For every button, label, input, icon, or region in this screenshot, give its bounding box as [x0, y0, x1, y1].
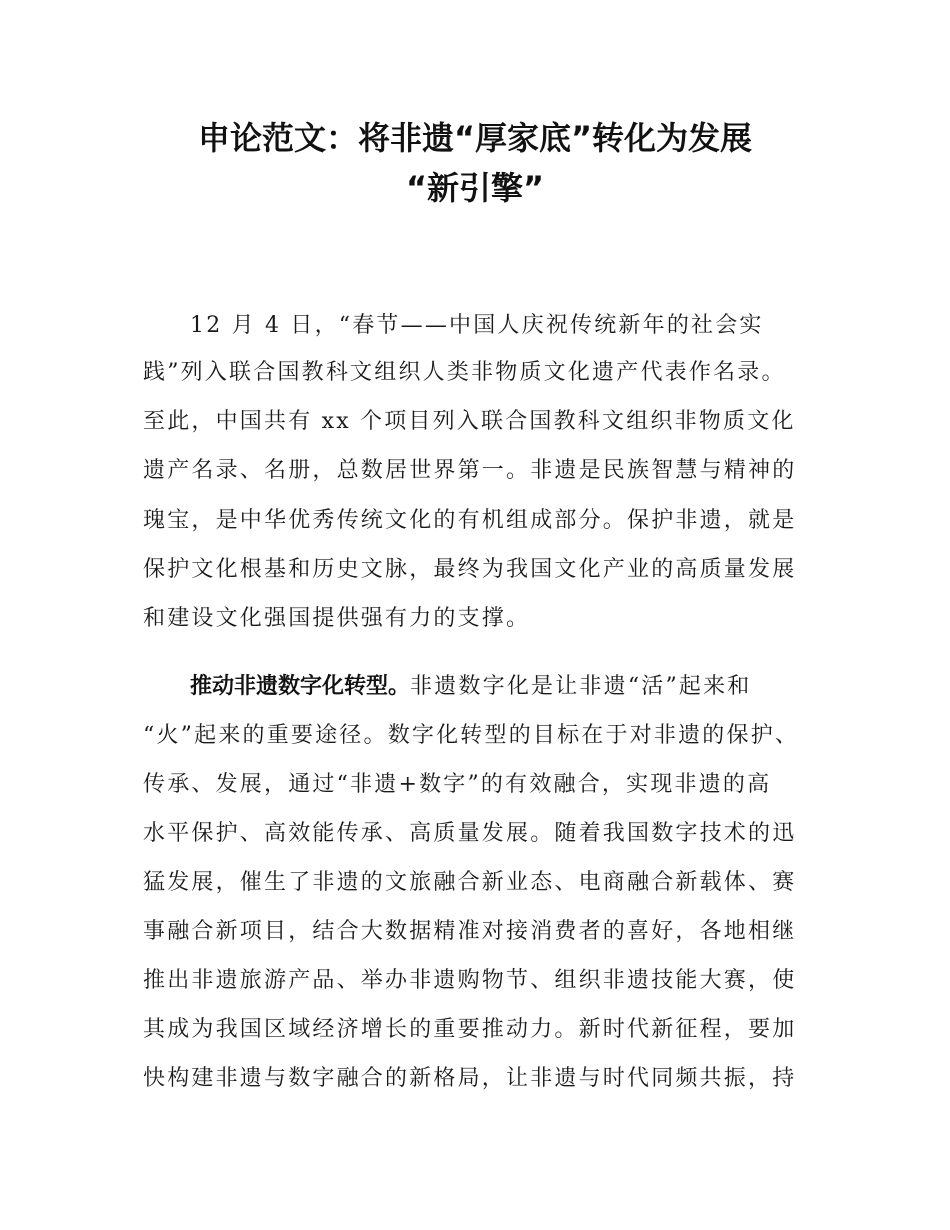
paragraph-1-line: 和建设文化强国提供强有力的支撑。 [143, 606, 531, 631]
paragraph-2-line: 传承、发展，通过“非遗+数字”的有效融合，实现非遗的高 [143, 772, 772, 797]
document-title-line-2: “新引擎” [405, 169, 545, 207]
paragraph-2-line: 推出非遗旅游产品、举办非遗购物节、组织非遗技能大赛，使 [143, 968, 797, 993]
paragraph-1-line: 践”列入联合国教科文组织人类非物质文化遗产代表作名录。 [143, 360, 786, 385]
paragraph-2-first-rest: 非遗数字化是让非遗“活”起来和 [410, 674, 752, 699]
paragraph-2-line: 其成为我国区域经济增长的重要推动力。新时代新征程，要加 [143, 1017, 797, 1042]
paragraph-2-line: “火”起来的重要途径。数字化转型的目标在于对非遗的保护、 [143, 723, 800, 748]
paragraph-1-line: 保护文化根基和历史文脉，最终为我国文化产业的高质量发展 [143, 557, 797, 582]
paragraph-2-line: 水平保护、高效能传承、高质量发展。随着我国数字技术的迅 [143, 821, 797, 846]
paragraph-1-line: 遗产名录、名册，总数居世界第一。非遗是民族智慧与精神的 [143, 458, 797, 483]
paragraph-1-line: 至此，中国共有 xx 个项目列入联合国教科文组织非物质文化 [143, 409, 796, 434]
paragraph-2-line: 事融合新项目，结合大数据精准对接消费者的喜好，各地相继 [143, 919, 797, 944]
paragraph-2-lead: 推动非遗数字化转型。 [190, 674, 411, 699]
paragraph-2-first-line [190, 672, 890, 702]
paragraph-1-line: 12 月 4 日，“春节——中国人庆祝传统新年的社会实 [190, 313, 764, 338]
paragraph-2-line: 快构建非遗与数字融合的新格局，让非遗与时代同频共振，持 [143, 1066, 797, 1091]
paragraph-1-line: 瑰宝，是中华优秀传统文化的有机组成部分。保护非遗，就是 [143, 508, 797, 533]
paragraph-2-line: 猛发展，催生了非遗的文旅融合新业态、电商融合新载体、赛 [143, 870, 797, 895]
document-title-line-1: 申论范文：将非遗“厚家底”转化为发展 [197, 119, 753, 157]
